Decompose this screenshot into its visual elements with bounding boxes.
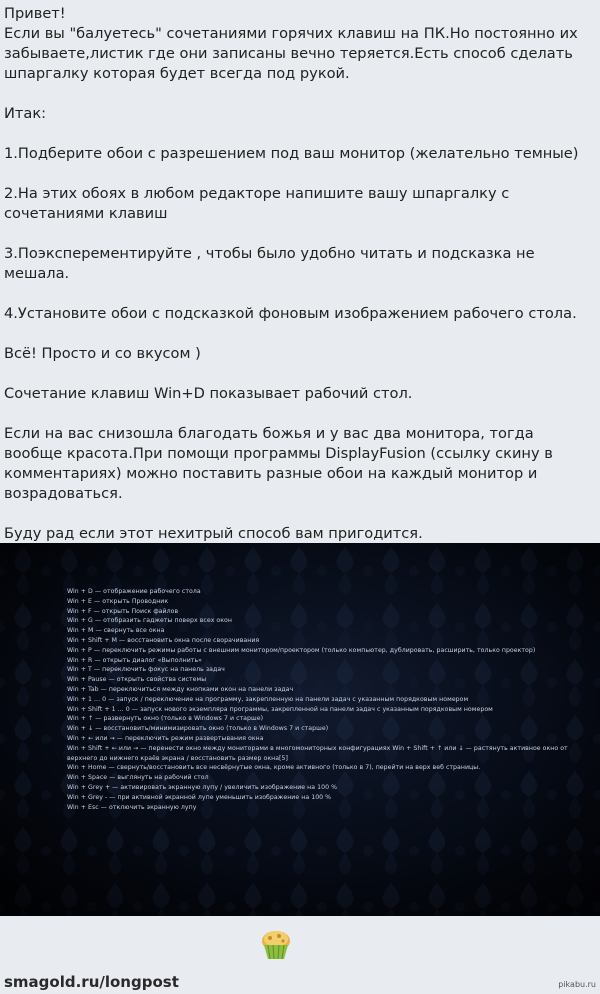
paragraph-done: Всё! Просто и со вкусом ) [4,345,201,362]
paragraph-step-1: 1.Подберите обои с разрешением под ваш монитор (желательно темные) [4,145,579,162]
hotkey-line: Win + ↓ — восстановить/минимизировать окно (только в Windows 7 и старше) [67,725,329,733]
hotkey-line: Win + Grey + — активировать экранную лупу / увеличить изображение на 100 % [67,783,337,791]
hotkey-line: Win + P — переключить режимы работы с внешним монитором/проектором (только компьютер, дублировать, расширить, только проектор) [67,646,536,654]
hotkey-line: Win + Shift + 1 ... 0 — запуск нового экземпляра программы, закрепленной на панели задач с указанным порядковым номером [67,705,493,713]
hotkey-line: Win + E — открыть Проводник [67,597,169,605]
paragraph-intro: Итак: [4,105,47,122]
hotkey-line: Win + R — открыть диалог «Выполнить» [67,656,202,664]
hotkey-line: Win + M — свернуть все окна [67,627,165,635]
cupcake-icon [258,927,294,963]
hotkey-line: Win + Home — свернуть/восстановить все несвёрнутые окна, кроме активного (только в 7), перейти на верх веб страницы. [67,764,481,772]
paragraph-closing: Буду рад если этот нехитрый способ вам пригодится. [4,525,423,542]
hotkey-line: Win + ← или → — переключить режим развертывания окна [67,734,264,742]
hotkey-line: Win + G — отобразить гаджеты поверх всех окон [67,617,232,625]
paragraph-step-4: 4.Установите обои с подсказкой фоновым изображением рабочего стола. [4,305,577,322]
post-text [4,4,596,564]
hotkey-line: Win + F — открыть Поиск файлов [67,607,179,615]
paragraph-greeting: Привет! Если вы "балуетесь" сочетаниями горячих клавиш на ПК.Но постоянно их забываете,листик где они записаны вечно теряется.Есть способ сделать шпаргалку которая будет всегда под рукой. [4,5,578,82]
hotkey-line: Win + Pause — открыть свойства системы [67,676,207,684]
source-link[interactable]: smagold.ru/longpost [4,973,179,991]
hotkey-line: Win + T — переключить фокус на панель задач [67,666,225,674]
hotkey-line: Win + Shift + ← или → — перенести окно между мониторами в многомониторных конфигурациях Win + Shift + ↑ или ↓ — растянуть активное окно от верхнего до нижнего краёв экрана / восстановить размер окна[5] [67,744,568,762]
wallpaper-image [0,543,600,916]
paragraph-step-2: 2.На этих обоях в любом редакторе напишите вашу шпаргалку с сочетаниями клавиш [4,185,510,222]
hotkey-list [67,587,587,812]
hotkey-line: Win + D — отображение рабочего стола [67,588,201,595]
hotkey-line: Win + Grey - — при активной экранной лупе уменьшить изображение на 100 % [67,793,332,801]
hotkey-line: Win + Esc — отключить экранную лупу [67,803,197,811]
hotkey-line: Win + Space — выглянуть на рабочий стол [67,774,209,782]
hotkey-line: Win + Shift + M — восстановить окна после сворачивания [67,636,260,644]
paragraph-win-d: Сочетание клавиш Win+D показывает рабочий стол. [4,385,413,402]
hotkey-line: Win + 1 ... 0 — запуск / переключение на программу, закрепленную на панели задач с указанным порядковым номером [67,695,469,703]
paragraph-two-monitors: Если на вас снизошла благодать божья и у вас два монитора, тогда вообще красота.При помощи программы DisplayFusion (ссылку скину в комментариях) можно поставить разные обои на каждый монитор и возрадоваться. [4,425,553,502]
hotkey-line: Win + Tab — переключиться между кнопками окон на панели задач [67,685,294,693]
site-watermark: pikabu.ru [558,980,596,989]
hotkey-line: Win + ↑ — развернуть окно (только в Windows 7 и старше) [67,715,264,723]
paragraph-step-3: 3.Поэксперементируйте , чтобы было удобно читать и подсказка не мешала. [4,245,535,282]
